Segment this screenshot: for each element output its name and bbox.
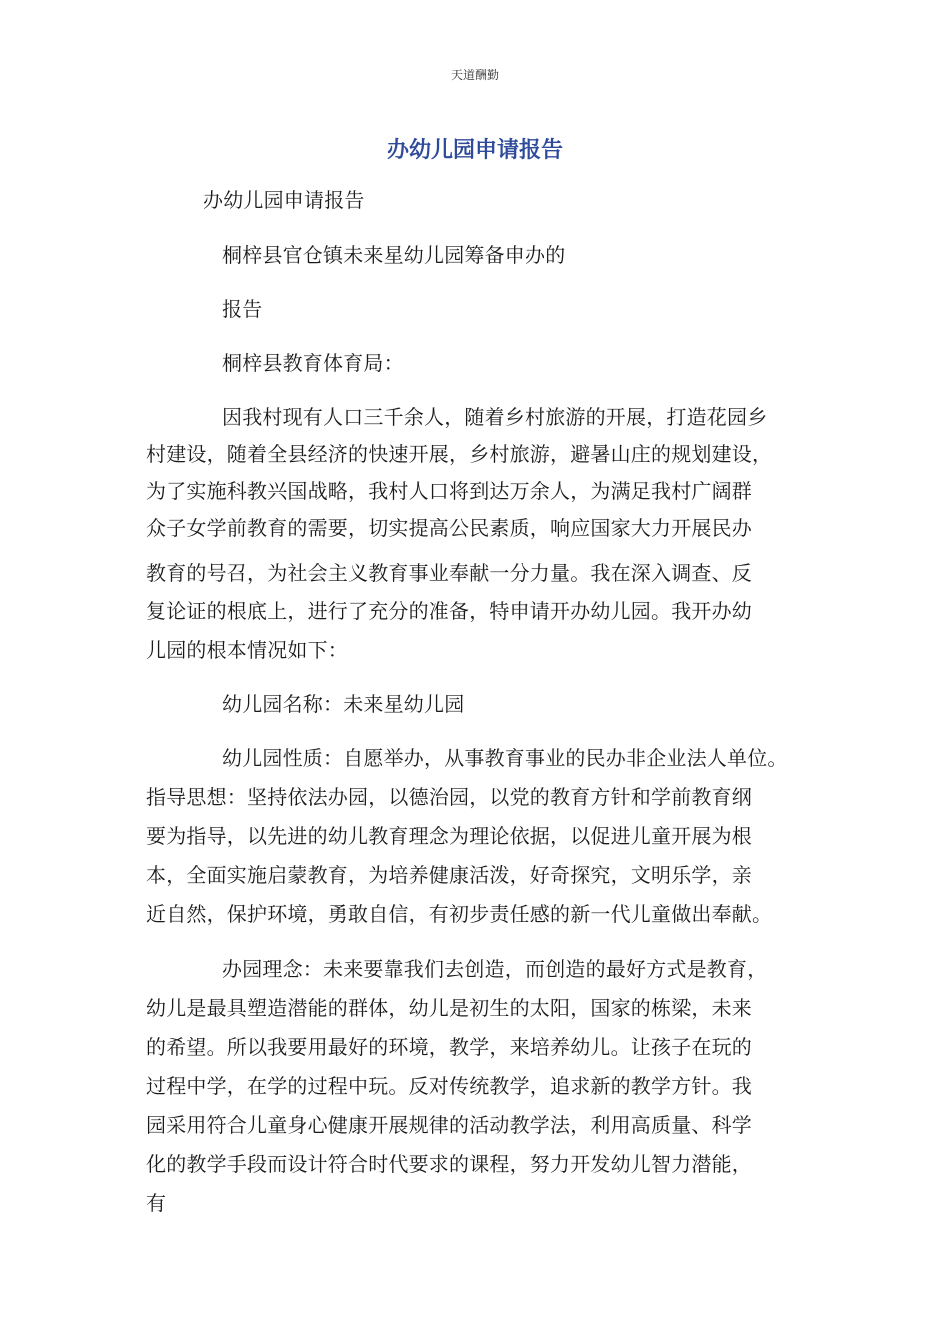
paragraph-line: 众子女学前教育的需要，切实提高公民素质，响应国家大力开展民办 xyxy=(146,516,752,540)
paragraph-line: 办园理念：未来要靠我们去创造，而创造的最好方式是教育， xyxy=(222,957,768,981)
paragraph-line: 教育的号召，为社会主义教育事业奉献一分力量。我在深入调查、反 xyxy=(146,561,752,585)
header-watermark-text: 天道酬勤 xyxy=(450,68,499,82)
kindergarten-name: 幼儿园名称：未来星幼儿园 xyxy=(222,692,465,716)
paragraph-line: 过程中学，在学的过程中玩。反对传统教学，追求新的教学方针。我 xyxy=(146,1074,752,1098)
paragraph-line: 为了实施科教兴国战略，我村人口将到达万余人，为满足我村广阔群 xyxy=(146,479,752,503)
document-title: 办幼儿园申请报告 xyxy=(386,138,563,163)
paragraph-line: 儿园的根本情况如下： xyxy=(146,638,348,662)
subtitle: 办幼儿园申请报告 xyxy=(203,188,365,212)
paragraph-line: 村建设，随着全县经济的快速开展，乡村旅游，避暑山庄的规划建设， xyxy=(146,442,773,466)
paragraph-line: 近自然，保护环境，勇敢自信，有初步责任感的新一代儿童做出奉献。 xyxy=(146,902,773,926)
addressee: 桐梓县教育体育局： xyxy=(222,351,404,375)
paragraph-line: 幼儿是最具塑造潜能的群体，幼儿是初生的太阳，国家的栋梁，未来 xyxy=(146,996,752,1020)
paragraph-line: 要为指导，以先进的幼儿教育理念为理论依据，以促进儿童开展为根 xyxy=(146,824,752,848)
heading-line: 报告 xyxy=(222,297,263,321)
paragraph-line: 幼儿园性质：自愿举办，从事教育事业的民办非企业法人单位。 xyxy=(222,746,788,770)
paragraph-line: 复论证的根底上，进行了充分的准备，特申请开办幼儿园。我开办幼 xyxy=(146,599,752,623)
paragraph-line: 因我村现有人口三千余人，随着乡村旅游的开展，打造花园乡 xyxy=(222,405,768,429)
paragraph-line: 有 xyxy=(146,1191,167,1215)
paragraph-line: 化的教学手段而设计符合时代要求的课程，努力开发幼儿智力潜能， xyxy=(146,1152,752,1176)
paragraph-line: 的希望。所以我要用最好的环境，教学，来培养幼儿。让孩子在玩的 xyxy=(146,1035,752,1059)
paragraph-line: 园采用符合儿童身心健康开展规律的活动教学法，利用高质量、科学 xyxy=(146,1113,752,1137)
paragraph-line: 本，全面实施启蒙教育，为培养健康活泼，好奇探究，文明乐学，亲 xyxy=(146,863,752,887)
heading-line: 桐梓县官仓镇未来星幼儿园筹备申办的 xyxy=(222,243,566,267)
paragraph-line: 指导思想：坚持依法办园，以德治园，以党的教育方针和学前教育纲 xyxy=(146,785,752,809)
